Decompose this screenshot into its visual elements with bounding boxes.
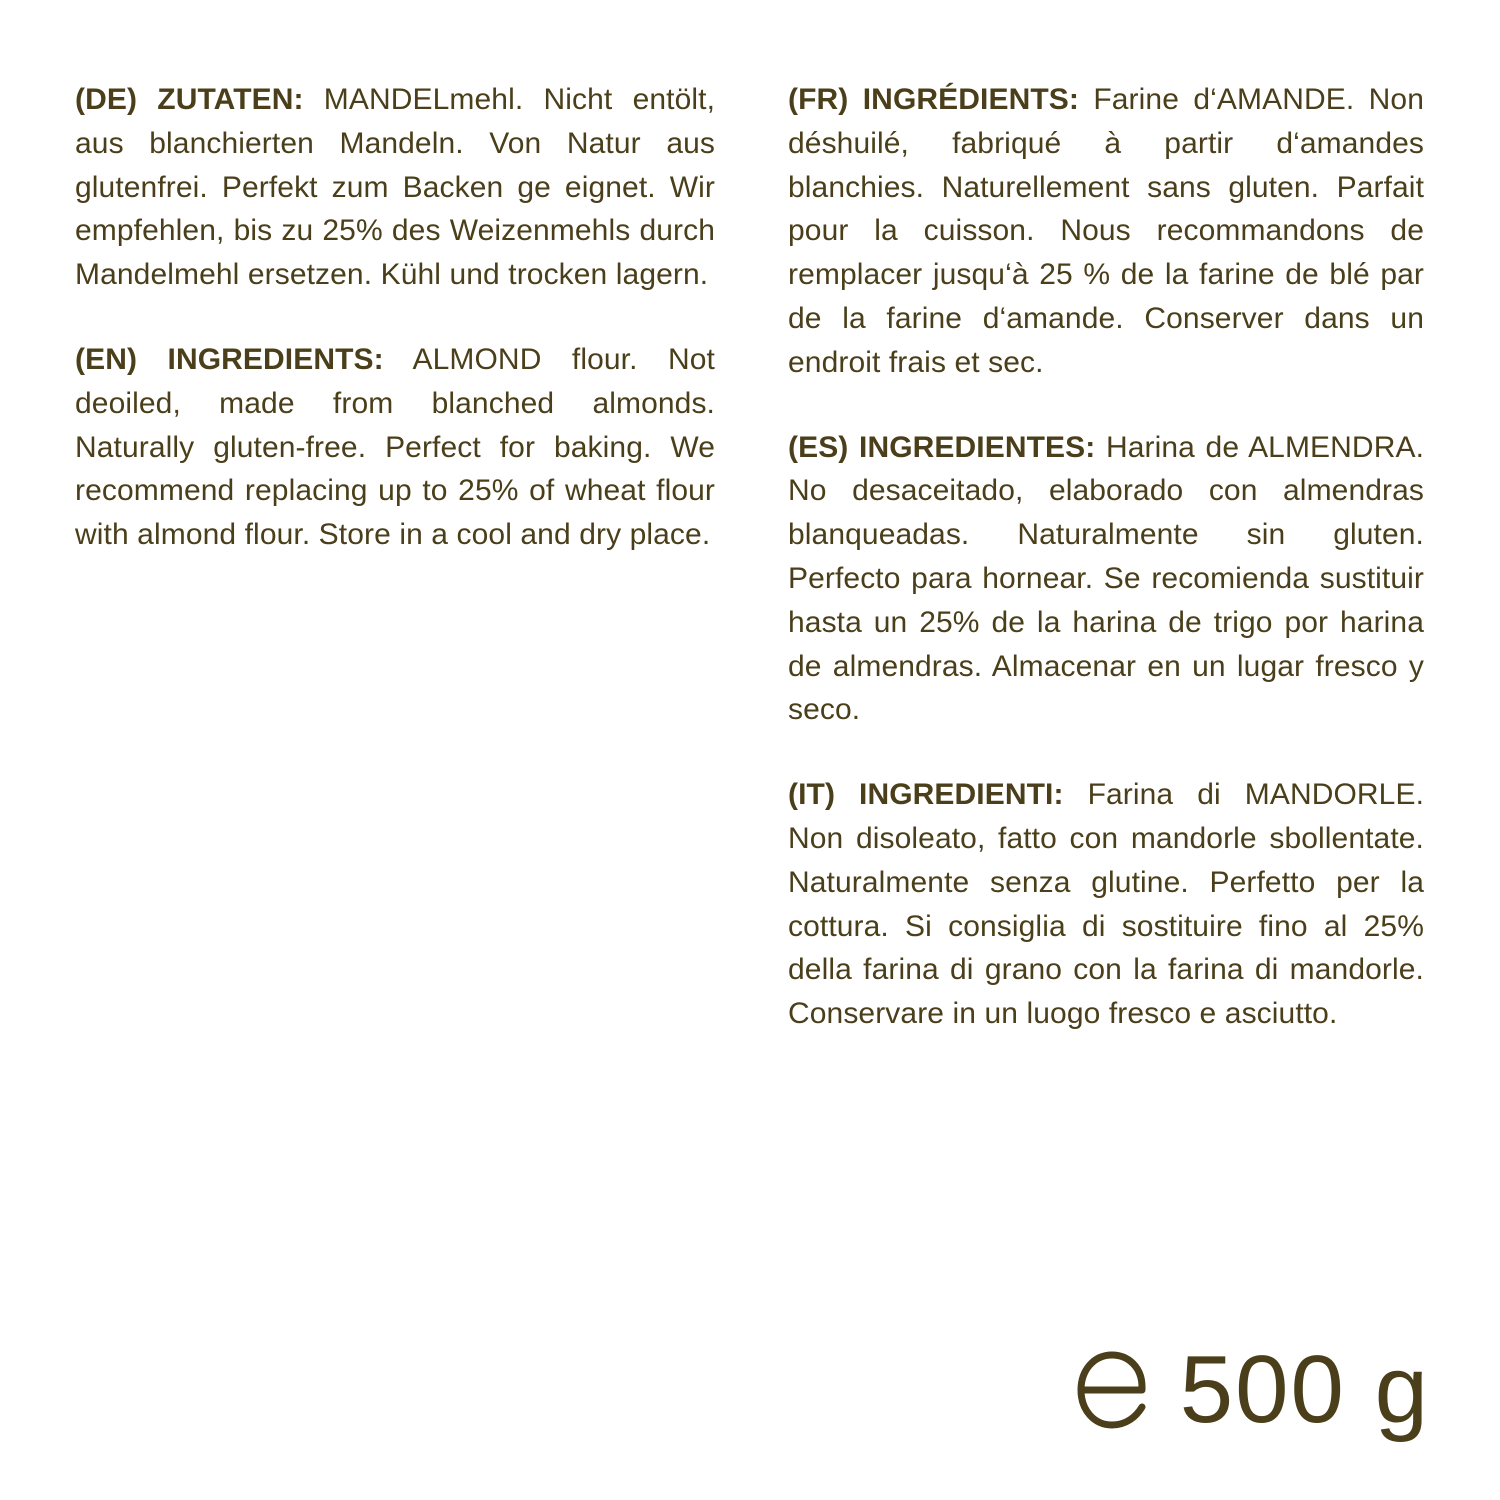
- section-it-paragraph: [788, 773, 1424, 1036]
- right-column: [788, 78, 1424, 1077]
- section-es-text: Harina de ALMENDRA. No desaceitado, elaborado con almendras blanqueadas. Naturalmente sin gluten. Perfecto para hornear. Se recomienda sustituir hasta un 25% de la harina de trigo por harina de almendras. Almacenar en un lugar fresco y seco.: [788, 430, 1424, 727]
- section-de-paragraph: [75, 78, 715, 297]
- section-es-label: (ES) INGREDIENTES:: [788, 430, 1096, 464]
- left-column: [75, 78, 715, 598]
- section-de-text: MANDELmehl. Nicht entölt, aus blanchierten Mandeln. Von Natur aus glutenfrei. Perfekt zum Backen ge eignet. Wir empfehlen, bis zu 25% des Weizenmehls durch Mandelmehl ersetzen. Kühl und trocken lagern.: [75, 83, 715, 292]
- section-en-paragraph: [75, 338, 715, 557]
- net-weight-value: 500 g: [1179, 1336, 1430, 1443]
- section-it: [788, 773, 1424, 1036]
- section-it-label: (IT) INGREDIENTI:: [788, 778, 1064, 812]
- section-fr: [788, 78, 1424, 385]
- section-en: [75, 338, 715, 557]
- section-fr-text: Farine d‘AMANDE. Non déshuilé, fabriqué à partir d‘amandes blanchies. Naturellement sans gluten. Parfait pour la cuisson. Nous recommandons de remplacer jusqu‘à 25 % de la farine de blé par de la farine d‘amande. Conserver dans un endroit frais et sec.: [788, 83, 1425, 379]
- section-fr-label: (FR) INGRÉDIENTS:: [788, 83, 1079, 116]
- net-weight: [1020, 1325, 1430, 1455]
- section-fr-paragraph: [788, 78, 1424, 385]
- section-it-text: Farina di MANDORLE. Non disoleato, fatto con mandorle sbollentate. Naturalmente senza glutine. Perfetto per la cottura. Si consiglia di sostituire fino al 25% della farina di grano con la farina di mandorle. Conservare in un luogo fresco e asciutto.: [788, 778, 1425, 1031]
- estimated-sign-icon: [1072, 1347, 1152, 1433]
- section-de: [75, 78, 715, 297]
- section-de-label: (DE) ZUTATEN:: [75, 83, 304, 116]
- section-en-text: ALMOND flour. Not deoiled, made from blanched almonds. Naturally gluten-free. Perfect for baking. We recommend replacing up to 25% of wheat flour with almond flour. Store in a cool and dry place.: [75, 342, 715, 552]
- section-en-label: (EN) INGREDIENTS:: [75, 342, 384, 376]
- section-es: [788, 426, 1424, 733]
- section-es-paragraph: [788, 426, 1424, 733]
